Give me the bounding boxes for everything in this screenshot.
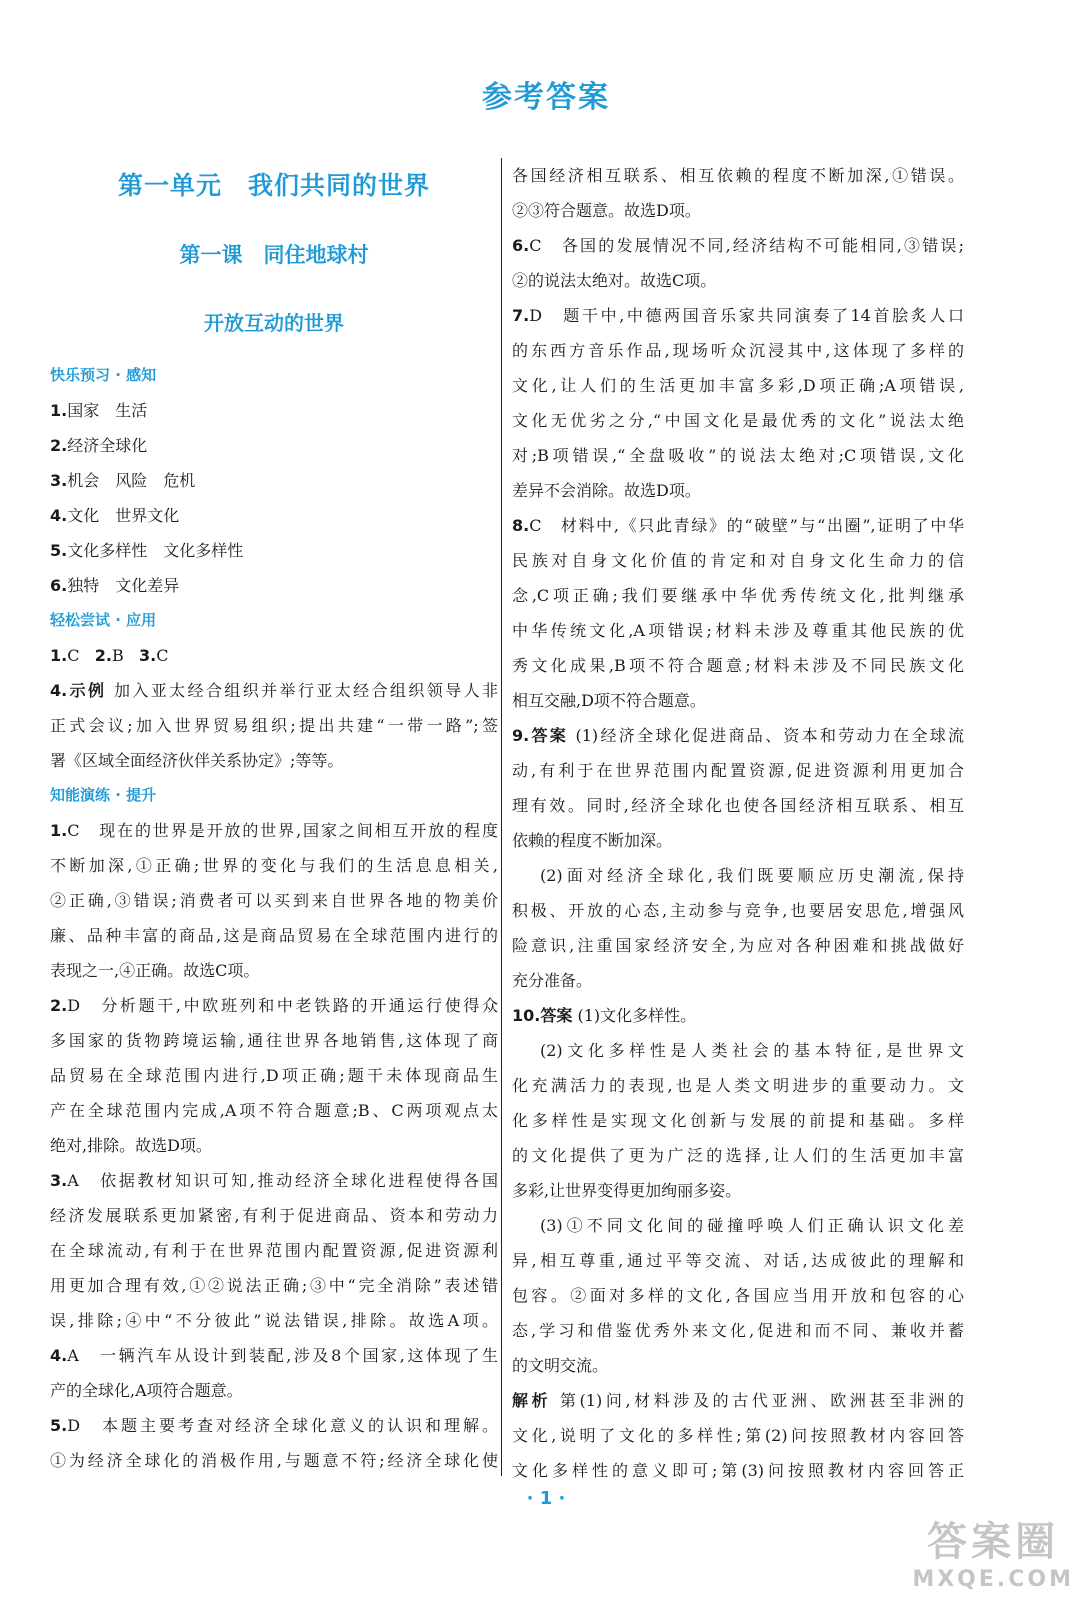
answer-line: 念,C项正确;我们要继承中华优秀传统文化,批判继承	[512, 586, 964, 605]
answer-line: 文化多样性的意义即可;第(3)问按照教材内容回答正	[512, 1461, 964, 1480]
answer-line: 化多样性是实现文化创新与发展的前提和基础。多样	[512, 1111, 964, 1130]
answer-line: 用更加合理有效,①②说法正确;③中“完全消除”表述错	[50, 1276, 498, 1295]
page-title: 参考答案	[482, 80, 610, 115]
answer-line: 动,有利于在世界范围内配置资源,促进资源利用更加合	[512, 761, 964, 780]
answer-line: 积极、开放的心态,主动参与竞争,也要居安思危,增强风	[512, 901, 964, 920]
answer-line: 9.答案 (1)经济全球化促进商品、资本和劳动力在全球流	[512, 726, 964, 745]
answer-line: 产的全球化,A项符合题意。	[50, 1381, 243, 1400]
unit-heading: 第一单元 我们共同的世界	[117, 171, 430, 200]
answer-line: 相互交融,D项不符合题意。	[512, 691, 706, 710]
answer-line: 4.示例 加入亚太经合组织并举行亚太经合组织领导人非	[50, 681, 498, 700]
answer-line: 表现之一,④正确。故选C项。	[50, 961, 260, 980]
answer-line: 在全球流动,有利于在世界范围内配置资源,促进资源利	[50, 1241, 498, 1260]
answer-line: 的文明交流。	[512, 1356, 609, 1375]
answer-line: 文化,让人们的生活更加丰富多彩,D项正确;A项错误,	[512, 376, 964, 395]
answer-line: 态,学习和借鉴优秀外来文化,促进和而不同、兼收并蓄	[512, 1321, 964, 1340]
answer-line: 文化无优劣之分,“中国文化是最优秀的文化”说法太绝	[512, 411, 964, 430]
answer-line: (2)文化多样性是人类社会的基本特征,是世界文	[540, 1041, 964, 1060]
left-column	[50, 158, 498, 1478]
page-number: · 1 ·	[526, 1488, 566, 1509]
answer-line: 各国经济相互联系、相互依赖的程度不断加深,①错误。	[512, 166, 964, 185]
answer-line: 绝对,排除。故选D项。	[50, 1136, 212, 1155]
answer-line: 6.C 各国的发展情况不同,经济结构不可能相同,③错误;	[512, 236, 964, 255]
section-heading-try: 轻松尝试 · 应用	[50, 611, 157, 629]
answer-line: 7.D 题干中,中德两国音乐家共同演奏了14首脍炙人口	[512, 306, 964, 325]
watermark-text: 答案圈	[927, 1519, 1060, 1565]
answer-line: 的东西方音乐作品,现场听众沉浸其中,这体现了多样的	[512, 341, 964, 360]
answer-line: 多国家的货物跨境运输,通往世界各地销售,这体现了商	[50, 1031, 498, 1050]
answer-line: 文化,说明了文化的多样性;第(2)问按照教材内容回答	[512, 1426, 964, 1445]
topic-heading: 开放互动的世界	[204, 311, 344, 335]
answer-line: 品贸易在全球范围内进行,D项正确;题干未体现商品生	[50, 1066, 498, 1085]
answer-line: 正式会议;加入世界贸易组织;提出共建“一带一路”;签	[50, 716, 498, 735]
answer-line: 误,排除;④中“不分彼此”说法错误,排除。故选A项。	[50, 1311, 498, 1330]
list-item: 6.独特 文化差异	[50, 576, 180, 595]
answer-line: 差异不会消除。故选D项。	[512, 481, 701, 500]
list-item: 5.文化多样性 文化多样性	[50, 541, 244, 560]
answer-line: 险意识,注重国家经济安全,为应对各种困难和挑战做好	[512, 936, 964, 955]
watermark-url: MXQE.COM	[912, 1567, 1074, 1592]
answer-line: 充分准备。	[512, 971, 593, 990]
answer-line: 廉、品种丰富的商品,这是商品贸易在全球范围内进行的	[50, 926, 498, 945]
section-heading-practice: 知能演练 · 提升	[50, 786, 157, 804]
answer-row: 1.C 2.B 3.C	[50, 646, 169, 665]
answer-line: 4.A 一辆汽车从设计到装配,涉及8个国家,这体现了生	[50, 1346, 498, 1365]
answer-line: (2)面对经济全球化,我们既要顺应历史潮流,保持	[540, 866, 964, 885]
column-divider	[501, 158, 502, 1476]
answer-line: 的文化提供了更为广泛的选择,让人们的生活更加丰富	[512, 1146, 964, 1165]
answer-line: 理有效。同时,经济全球化也使各国经济相互联系、相互	[512, 796, 964, 815]
answer-line: 中华传统文化,A项错误;材料未涉及尊重其他民族的优	[512, 621, 964, 640]
list-item: 1.国家 生活	[50, 401, 148, 420]
section-heading-preview: 快乐预习 · 感知	[50, 366, 157, 384]
list-item: 4.文化 世界文化	[50, 506, 180, 525]
answer-line: 2.D 分析题干,中欧班列和中老铁路的开通运行使得众	[50, 996, 498, 1015]
answer-line: 秀文化成果,B项不符合题意;材料未涉及不同民族文化	[512, 656, 964, 675]
answer-line: 1.C 现在的世界是开放的世界,国家之间相互开放的程度	[50, 821, 498, 840]
answer-line: 5.D 本题主要考查对经济全球化意义的认识和理解。	[50, 1416, 498, 1435]
watermark-logo	[912, 1510, 1074, 1592]
answer-line: 化充满活力的表现,也是人类文明进步的重要动力。文	[512, 1076, 964, 1095]
answer-line: 包容。②面对多样的文化,各国应当用开放和包容的心	[512, 1286, 964, 1305]
answer-line: 不断加深,①正确;世界的变化与我们的生活息息相关,	[50, 856, 498, 875]
list-item: 3.机会 风险 危机	[50, 471, 196, 490]
answer-line: 解析 第(1)问,材料涉及的古代亚洲、欧洲甚至非洲的	[512, 1391, 964, 1410]
answer-line: ②的说法太绝对。故选C项。	[512, 271, 717, 290]
answer-line: 产在全球范围内完成,A项不符合题意;B、C两项观点太	[50, 1101, 498, 1120]
answer-line: ①为经济全球化的消极作用,与题意不符;经济全球化使	[50, 1451, 498, 1470]
answer-line: 多彩,让世界变得更加绚丽多姿。	[512, 1181, 742, 1200]
list-item: 2.经济全球化	[50, 436, 148, 455]
answer-line: 经济发展联系更加紧密,有利于促进商品、资本和劳动力	[50, 1206, 498, 1225]
answer-line: 署《区域全面经济伙伴关系协定》;等等。	[50, 751, 344, 770]
right-column	[512, 158, 964, 1488]
answer-line: 对;B项错误,“全盘吸收”的说法太绝对;C项错误,文化	[512, 446, 964, 465]
answer-line: ②正确,③错误;消费者可以买到来自世界各地的物美价	[50, 891, 498, 910]
answer-line: 依赖的程度不断加深。	[512, 831, 673, 850]
answer-line: 8.C 材料中,《只此青绿》的“破壁”与“出圈”,证明了中华	[512, 516, 964, 535]
answer-line: 异,相互尊重,通过平等交流、对话,达成彼此的理解和	[512, 1251, 964, 1270]
answer-line: 10.答案 (1)文化多样性。	[512, 1006, 697, 1025]
lesson-heading: 第一课 同住地球村	[179, 243, 369, 267]
answer-line: 3.A 依据教材知识可知,推动经济全球化进程使得各国	[50, 1171, 498, 1190]
answer-line: (3)①不同文化间的碰撞呼唤人们正确认识文化差	[540, 1216, 964, 1235]
answer-line: 民族对自身文化价值的肯定和对自身文化生命力的信	[512, 551, 964, 570]
answer-line: ②③符合题意。故选D项。	[512, 201, 701, 220]
